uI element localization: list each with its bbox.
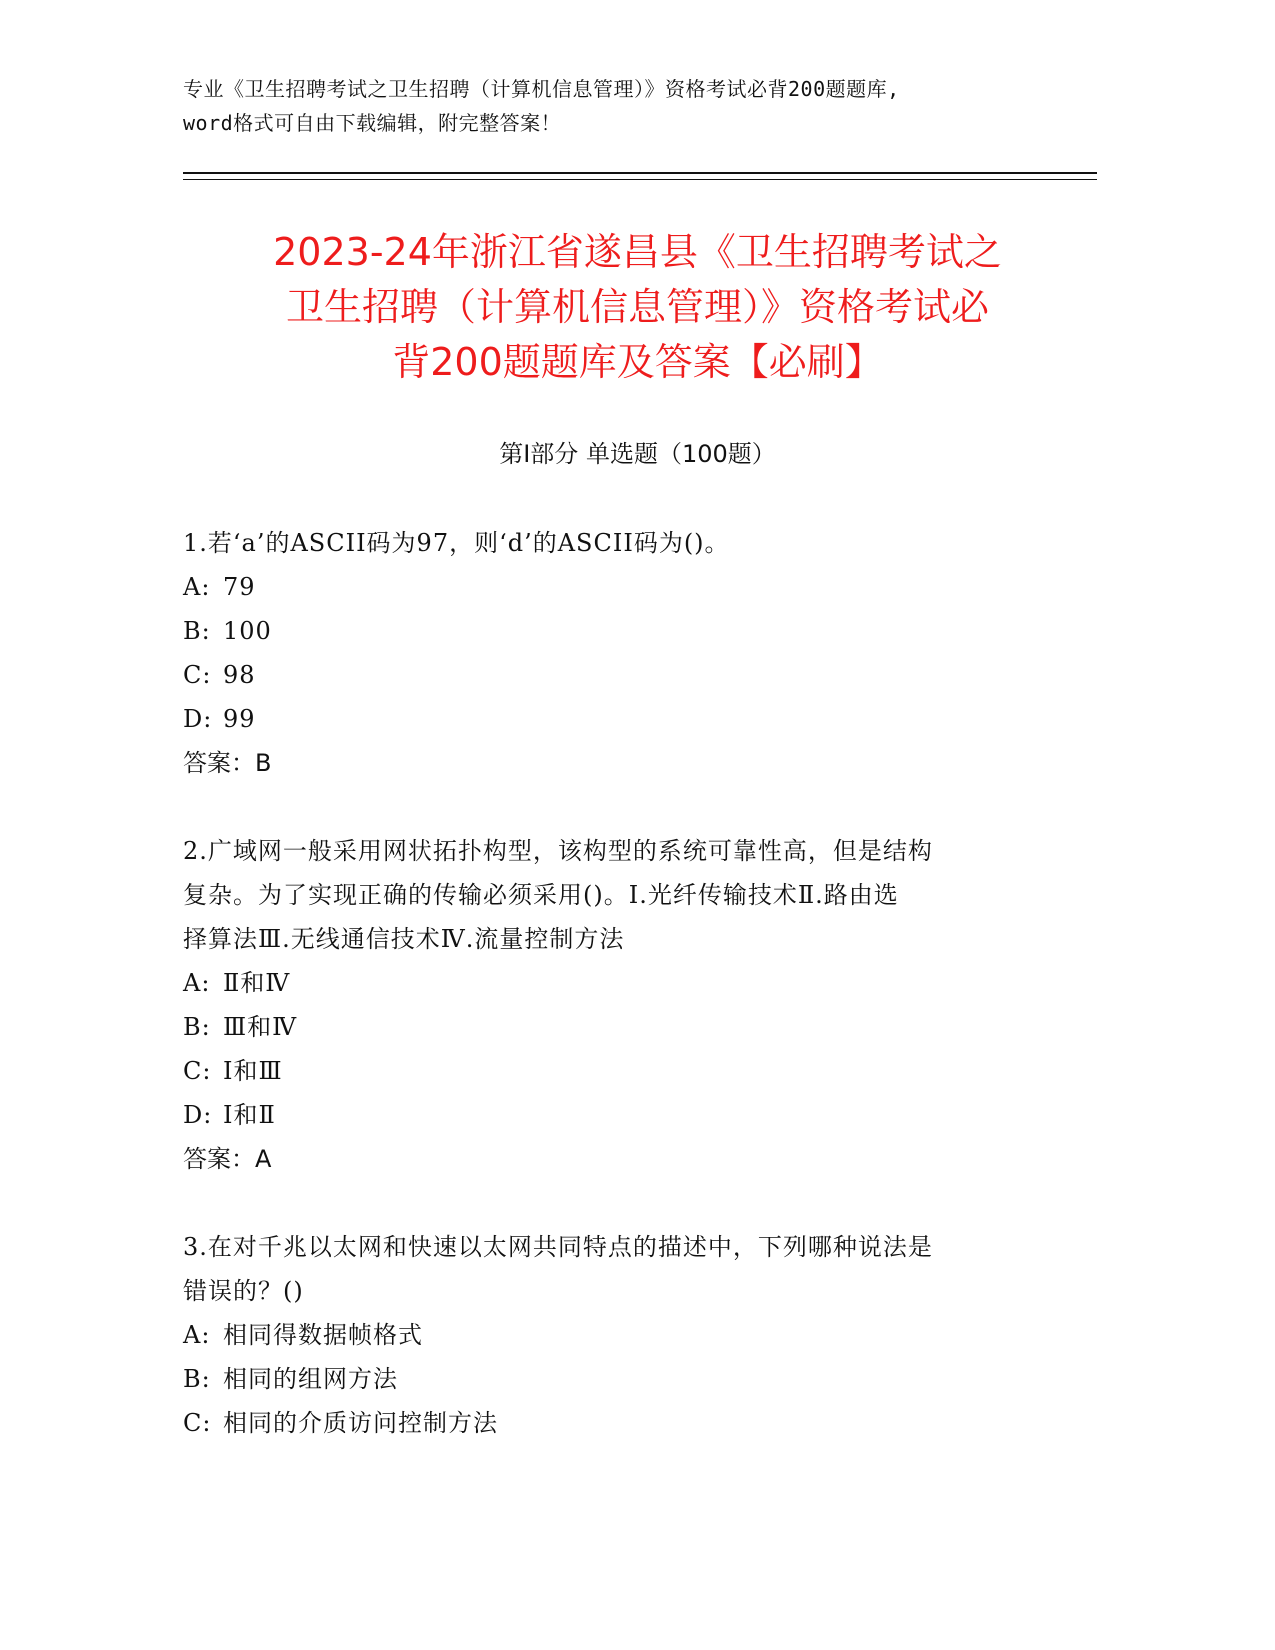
option-key: C: (183, 1409, 212, 1437)
option-text: 100 (223, 617, 272, 645)
option-text: Ⅰ和Ⅱ (223, 1101, 276, 1129)
option-text: Ⅱ和Ⅳ (223, 969, 291, 997)
option-text: Ⅲ和Ⅳ (223, 1013, 298, 1041)
option-key: C: (183, 1057, 212, 1085)
answer-option (183, 961, 1053, 1005)
header-divider-thin (183, 179, 1097, 180)
answer-option (183, 1005, 1053, 1049)
option-key: C: (183, 661, 212, 689)
answer-option (183, 1313, 1053, 1357)
question-stem-line: 3.在对千兆以太网和快速以太网共同特点的描述中，下列哪种说法是 (183, 1233, 933, 1261)
question-stem-line: 2.广域网一般采用网状拓扑构型，该构型的系统可靠性高，但是结构 (183, 837, 933, 865)
question-stem (183, 829, 1053, 961)
answer-option (183, 1357, 1053, 1401)
option-text: 相同的介质访问控制方法 (223, 1409, 498, 1437)
answer-option (183, 1049, 1053, 1093)
question-stem-line: 复杂。为了实现正确的传输必须采用()。Ⅰ.光纤传输技术Ⅱ.路由选 (183, 881, 899, 909)
option-key: D: (183, 705, 213, 733)
option-key: B: (183, 1365, 211, 1393)
answer-key: 答案：B (183, 749, 272, 777)
answer-option (183, 609, 1053, 653)
header-note-line: word格式可自由下载编辑，附完整答案！ (183, 111, 562, 135)
option-key: B: (183, 617, 211, 645)
option-text: 相同的组网方法 (223, 1365, 398, 1393)
answer-option (183, 1093, 1053, 1137)
answer-option (183, 653, 1053, 697)
document-title-line: 背200题题库及答案【必刷】 (392, 340, 883, 384)
question-stem-line: 1.若‘a’的ASCII码为97，则‘d’的ASCII码为()。 (183, 529, 730, 557)
question-item (183, 521, 1053, 785)
option-key: A: (183, 573, 211, 601)
option-text: 79 (223, 573, 256, 601)
question-item (183, 829, 1053, 1181)
option-text: 99 (223, 705, 256, 733)
section-title: 第Ⅰ部分 单选题（100题） (499, 440, 776, 468)
header-note-line: 专业《卫生招聘考试之卫生招聘（计算机信息管理）》资格考试必背200题题库, (183, 77, 900, 101)
question-stem (183, 521, 1053, 565)
header-divider-thick (183, 172, 1097, 174)
option-key: B: (183, 1013, 211, 1041)
option-text: Ⅰ和Ⅲ (223, 1057, 283, 1085)
question-item (183, 1225, 1053, 1445)
option-key: A: (183, 1321, 211, 1349)
answer-option (183, 565, 1053, 609)
answer-key: 答案：A (183, 1145, 272, 1173)
document-title-line: 卫生招聘（计算机信息管理）》资格考试必 (285, 285, 989, 329)
question-stem (183, 1225, 1053, 1313)
option-key: D: (183, 1101, 213, 1129)
document-title (150, 225, 1125, 390)
option-key: A: (183, 969, 211, 997)
option-text: 相同得数据帧格式 (223, 1321, 423, 1349)
answer-option (183, 1401, 1053, 1445)
question-list (183, 521, 1053, 1489)
question-stem-line: 择算法Ⅲ.无线通信技术Ⅳ.流量控制方法 (183, 925, 625, 953)
answer-option (183, 697, 1053, 741)
question-stem-line: 错误的？() (183, 1277, 304, 1305)
document-title-line: 2023-24年浙江省遂昌县《卫生招聘考试之 (273, 230, 1002, 274)
option-text: 98 (223, 661, 256, 689)
document-header-note (183, 72, 1083, 140)
